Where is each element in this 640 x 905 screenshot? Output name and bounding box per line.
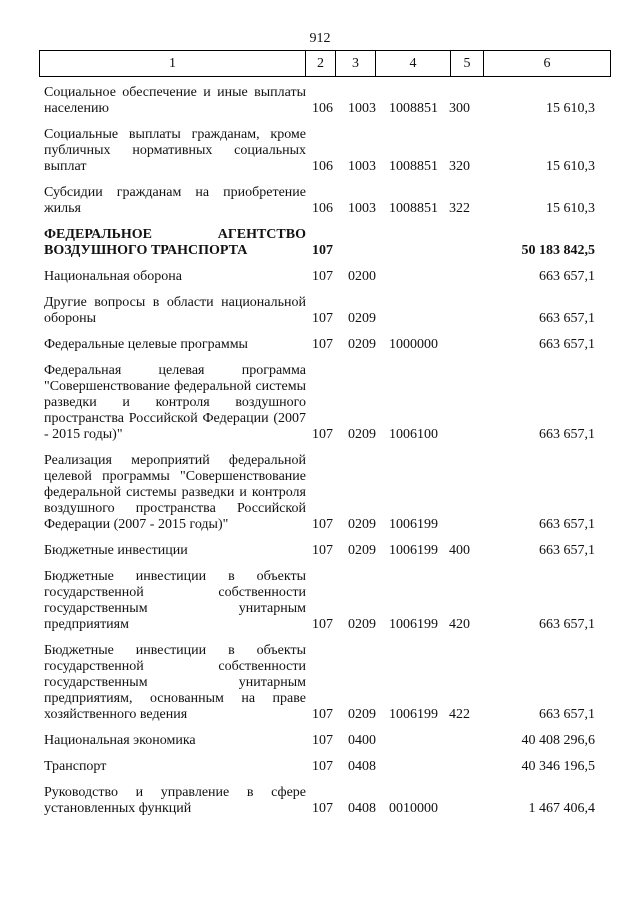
row-section-code: 0209 [348,707,376,722]
table-row [0,453,640,533]
table-row [0,733,640,749]
row-name: Федеральная целевая программа "Совершенствование федеральной системы разведки и контроля воздушного пространства Российской Федерации (2007 - 2015 годы)" [44,363,306,442]
column-header-name: 1 [40,51,306,77]
table-row [0,85,640,117]
row-ved-code: 107 [312,427,333,442]
row-section-code: 1003 [348,101,376,116]
row-sum: 663 657,1 [539,543,595,558]
page-number: 912 [309,31,331,46]
row-name: Бюджетные инвестиции в объекты государственной собственности государственным унитарным предприятиям, основанным на праве хозяйственного ведения [44,643,306,722]
table-row [0,269,640,285]
table-row [0,543,640,559]
row-expense-type-code: 420 [449,617,470,632]
row-ved-code: 107 [312,337,333,352]
table-row [0,569,640,633]
row-expense-type-code: 300 [449,101,470,116]
table-row [0,185,640,217]
row-section-code: 0209 [348,517,376,532]
row-sum: 663 657,1 [539,707,595,722]
row-section-code: 0408 [348,759,376,774]
column-header-csr: 4 [376,51,451,77]
row-target-article-code: 1006199 [389,617,438,632]
row-target-article-code: 1006100 [389,427,438,442]
row-name: Социальное обеспечение и иные выплаты населению [44,85,306,116]
row-section-code: 0209 [348,427,376,442]
row-sum: 663 657,1 [539,517,595,532]
row-name: Другие вопросы в области национальной обороны [44,295,306,326]
budget-table-body [0,85,640,827]
column-header-row [40,51,611,77]
column-header-rz: 3 [336,51,376,77]
row-name: Субсидии гражданам на приобретение жилья [44,185,306,216]
row-ved-code: 107 [312,311,333,326]
row-section-code: 0209 [348,617,376,632]
row-sum: 15 610,3 [546,201,595,216]
row-ved-code: 107 [312,543,333,558]
table-row [0,785,640,817]
row-name: ФЕДЕРАЛЬНОЕ АГЕНТСТВО ВОЗДУШНОГО ТРАНСПОРТА [44,227,306,258]
table-row [0,127,640,175]
row-name: Руководство и управление в сфере установленных функций [44,785,306,816]
table-row [0,363,640,443]
row-sum: 663 657,1 [539,617,595,632]
table-row [0,643,640,723]
table-row [0,227,640,259]
row-target-article-code: 1008851 [389,159,438,174]
row-section-code: 1003 [348,201,376,216]
row-ved-code: 106 [312,201,333,216]
row-ved-code: 106 [312,159,333,174]
row-name: Транспорт [44,759,107,774]
row-target-article-code: 0010000 [389,801,438,816]
column-header-vr: 5 [451,51,484,77]
column-header-table [39,50,611,77]
row-section-code: 0200 [348,269,376,284]
row-ved-code: 107 [312,707,333,722]
row-sum: 15 610,3 [546,101,595,116]
row-ved-code: 107 [312,801,333,816]
table-row [0,337,640,353]
row-ved-code: 107 [312,517,333,532]
column-header-sum: 6 [484,51,611,77]
row-ved-code: 106 [312,101,333,116]
row-ved-code: 107 [312,617,333,632]
row-name: Реализация мероприятий федеральной целевой программы "Совершенствование федеральной системы разведки и контроля воздушного пространства Российской Федерации (2007 - 2015 годы)" [44,453,306,532]
row-expense-type-code: 320 [449,159,470,174]
row-section-code: 0209 [348,311,376,326]
row-ved-code: 107 [312,243,333,258]
row-section-code: 0400 [348,733,376,748]
row-name: Бюджетные инвестиции [44,543,188,558]
row-sum: 40 346 196,5 [521,759,595,774]
row-expense-type-code: 422 [449,707,470,722]
table-row [0,295,640,327]
row-sum: 663 657,1 [539,311,595,326]
row-sum: 663 657,1 [539,269,595,284]
row-sum: 50 183 842,5 [521,243,595,258]
row-section-code: 1003 [348,159,376,174]
row-name: Социальные выплаты гражданам, кроме публичных нормативных социальных выплат [44,127,306,174]
row-ved-code: 107 [312,733,333,748]
row-sum: 15 610,3 [546,159,595,174]
row-sum: 1 467 406,4 [528,801,595,816]
column-header-ved: 2 [306,51,336,77]
row-target-article-code: 1008851 [389,101,438,116]
row-expense-type-code: 322 [449,201,470,216]
row-section-code: 0408 [348,801,376,816]
row-sum: 663 657,1 [539,427,595,442]
row-name: Федеральные целевые программы [44,337,248,352]
row-section-code: 0209 [348,543,376,558]
row-ved-code: 107 [312,759,333,774]
row-section-code: 0209 [348,337,376,352]
row-name: Бюджетные инвестиции в объекты государственной собственности государственным унитарным предприятиям [44,569,306,632]
row-name: Национальная экономика [44,733,196,748]
row-sum: 663 657,1 [539,337,595,352]
row-target-article-code: 1000000 [389,337,438,352]
row-target-article-code: 1006199 [389,707,438,722]
row-expense-type-code: 400 [449,543,470,558]
row-name: Национальная оборона [44,269,182,284]
row-target-article-code: 1006199 [389,543,438,558]
row-sum: 40 408 296,6 [521,733,595,748]
row-ved-code: 107 [312,269,333,284]
row-target-article-code: 1006199 [389,517,438,532]
row-target-article-code: 1008851 [389,201,438,216]
table-row [0,759,640,775]
